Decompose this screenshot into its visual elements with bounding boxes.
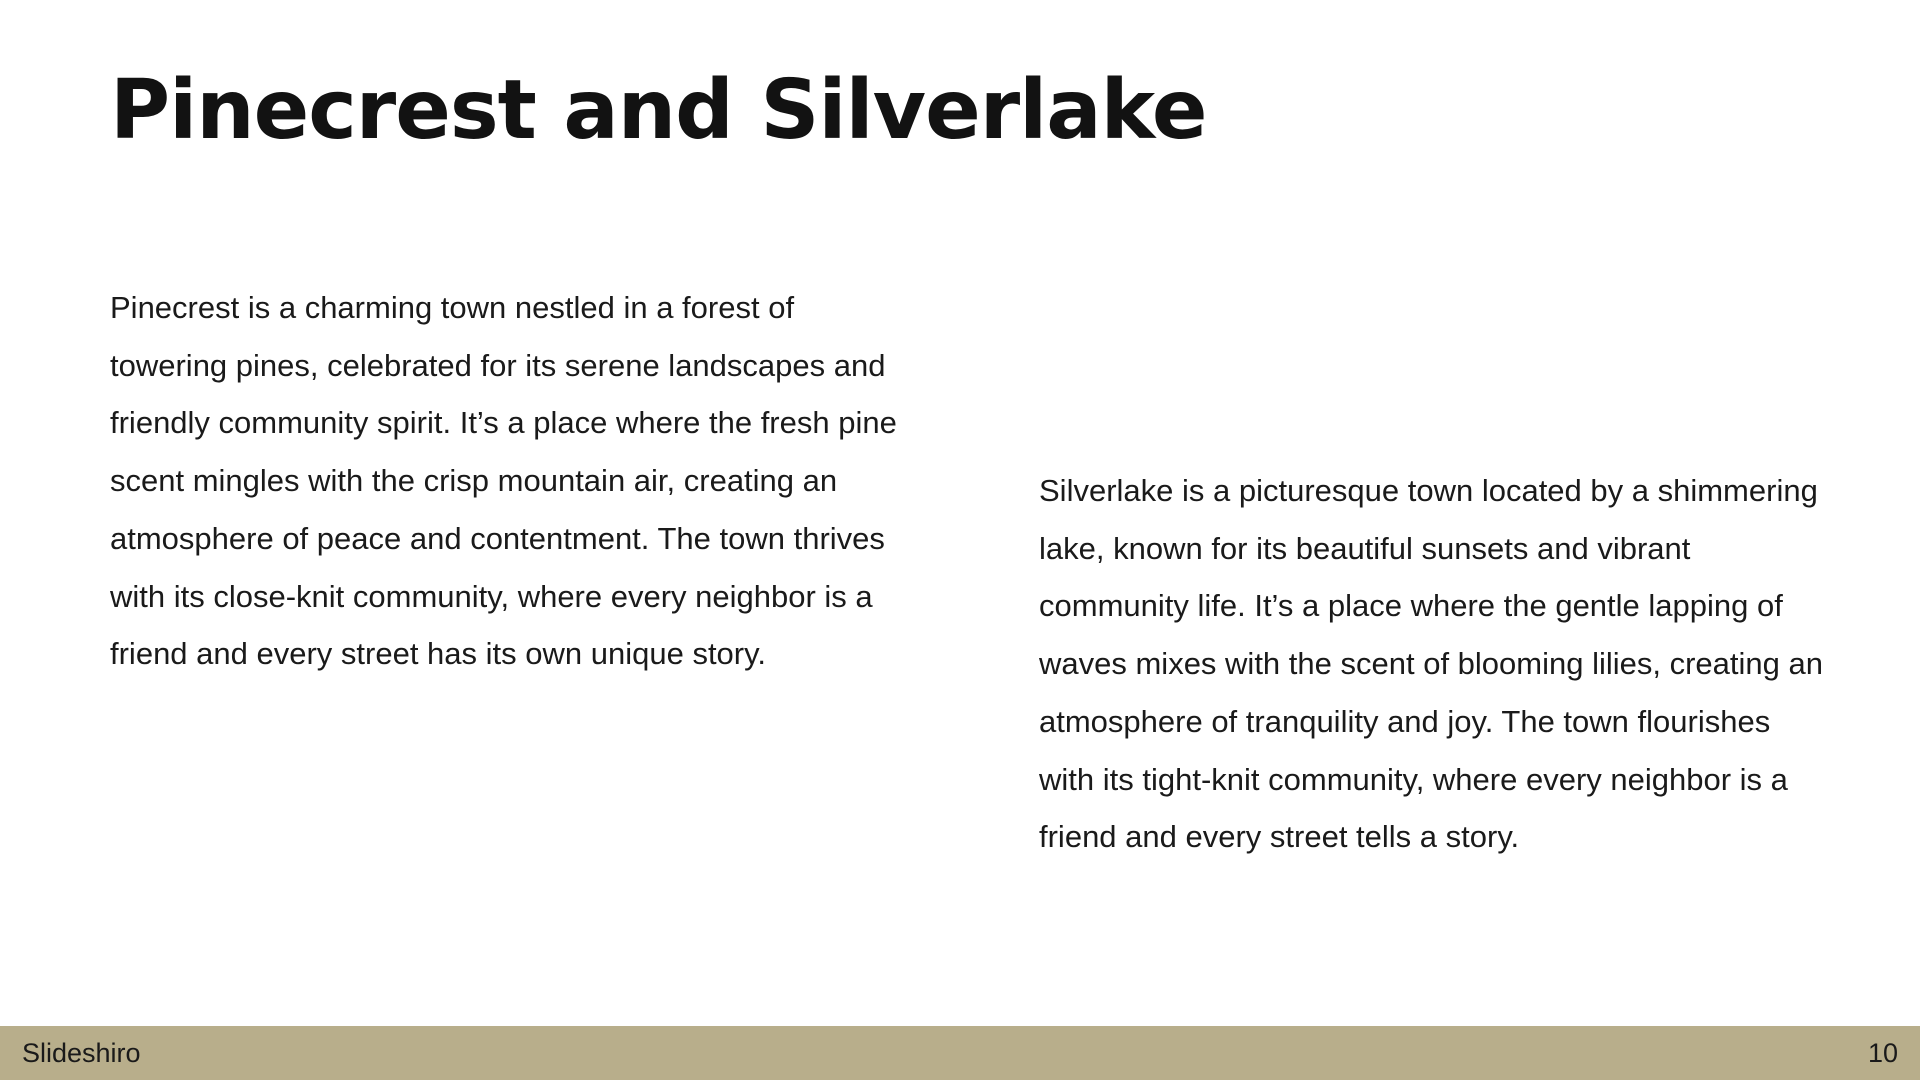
footer-bar xyxy=(0,1026,1920,1080)
silverlake-paragraph: Silverlake is a picturesque town located by a shimmering lake, known for its beautiful sunsets and vibrant community life. It’s a place where the gentle lapping of waves mixes with the scent of blooming lilies, creating an atmosphere of tranquility and joy. The town flourishes with its tight-knit community, where every neighbor is a friend and every street tells a story. xyxy=(1039,473,1823,855)
pinecrest-paragraph: Pinecrest is a charming town nestled in a forest of towering pines, celebrated for its serene landscapes and friendly community spirit. It’s a place where the fresh pine scent mingles with the crisp mountain air, creating an atmosphere of peace and contentment. The town thrives with its close-knit community, where every neighbor is a friend and every street has its own unique story. xyxy=(110,290,897,672)
footer-brand: Slideshiro xyxy=(22,1037,141,1068)
page-number: 10 xyxy=(1867,1037,1898,1068)
slide-title: Pinecrest and Silverlake xyxy=(110,63,1207,158)
